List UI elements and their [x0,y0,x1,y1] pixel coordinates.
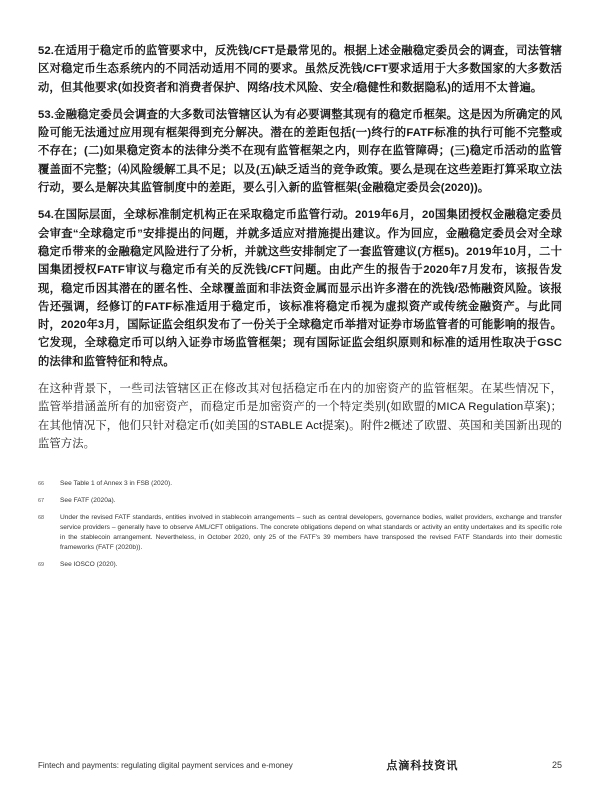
paragraph-52: 52.在适用于稳定币的监管要求中，反洗钱/CFT是最常见的。根据上述金融稳定委员会的调查，司法管辖区对稳定币生态系统内的不同活动适用不同的要求。虽然反洗钱/CFT要求适用于大多数国家的大多数活动，但其他要求(如投资者和消费者保护、网络/技术风险、安全/稳健性和数据隐私)的适用不太普遍。 [38,45,562,94]
footnote-text: See Table 1 of Annex 3 in FSB (2020). [60,480,173,488]
paragraph-54: 54.在国际层面，全球标准制定机构正在采取稳定币监管行动。2019年6月，20国集团授权金融稳定委员会审查“全球稳定币”安排提出的问题，并就多适应对措施提出建议。作为回应，金融稳定委员会对全球稳定币带来的金融稳定风险进行了分析，并就这些安排制定了一套监管建议(方框5)。2019年10月，二十国集团授权FATF审议与稳定币有关的反洗钱/CFT问题。由此产生的报告于2020年7月发布，该报告发现，稳定币因其潜在的匿名性、全球覆盖面和非法资金属而显示出许多潜在的洗钱/恐怖融资风险。该报告还强调，经修订的FATF标准适用于稳定币，该标准将稳定币视为虚拟资产或传统金融资产。与此同时，2020年3月，国际证监会组织发布了一份关于全球稳定币举措对证券市场监管者的可能影响的报告。它发现，全球稳定币可以纳入证券市场监管框架；现有国际证监会组织原则和标准的适用性取决于GSC的法律和监管特征和特点。 [38,209,562,368]
footnote-text: See IOSCO (2020). [60,560,118,568]
footnote-item [38,560,562,570]
footnote-number: 68 [38,515,45,522]
footnote-item [38,479,562,489]
footnote-number: 69 [38,561,45,568]
page-footer [38,757,562,773]
paragraph-53: 53.金融稳定委员会调查的大多数司法管辖区认为有必要调整其现有的稳定币框架。这是因为所确定的风险可能无法通过应用现有框架得到充分解决。潜在的差距包括(一)终行的FATF标准的执行可能不完整或不存在；(二)如果稳定资本的法律分类不在现有监管框架之内，则存在监管障碍；(三)稳定币活动的监管覆盖面不完整；⑷风险缓解工具不足；以及(五)缺乏适当的竞争政策。要么是现在这些差距打算采取立法行动，要么是解决其监管制度中的差距，要么引入新的监管框架(金融稳定委员会(2020))。 [38,108,562,195]
footnote-item [38,513,562,553]
footnotes-section [38,479,562,569]
footnote-text: Under the revised FATF standards, entities involved in stablecoin arrangements – such as central developers, governance bodies, wallet providers, exchange and transfer service providers – generally have to observe AML/CFT obligations. The concrete obligations depend on what standards or activity an entity undertakes and its specific role in the stablecoin arrangement. Nevertheless, in October 2020, only 25 of the FATF's 39 members have transposed the revised FATF Standards into their domestic frameworks (FATF (2020b)). [60,514,562,551]
watermark-text: 点滴科技资讯 [386,760,459,772]
footnote-text: See FATF (2020a). [60,497,116,505]
footnote-number: 67 [38,498,45,505]
footnote-item [38,496,562,506]
paragraph-closing: 在这种背景下，一些司法管辖区正在修改其对包括稳定币在内的加密资产的监管框架。在某些情况下，监管举措涵盖所有的加密资产，而稳定币是加密资产的一个特定类别(如欧盟的MICA Regulation草案)；在其他情况下，他们只针对稳定币(如美国的STABLE Act提案)。附件2概述了欧盟、英国和美国新出现的监管方法。 [38,383,562,450]
page-number: 25 [551,760,562,770]
footnote-number: 66 [38,481,45,488]
footer-document-title: Fintech and payments: regulating digital payment services and e-money [38,760,293,770]
